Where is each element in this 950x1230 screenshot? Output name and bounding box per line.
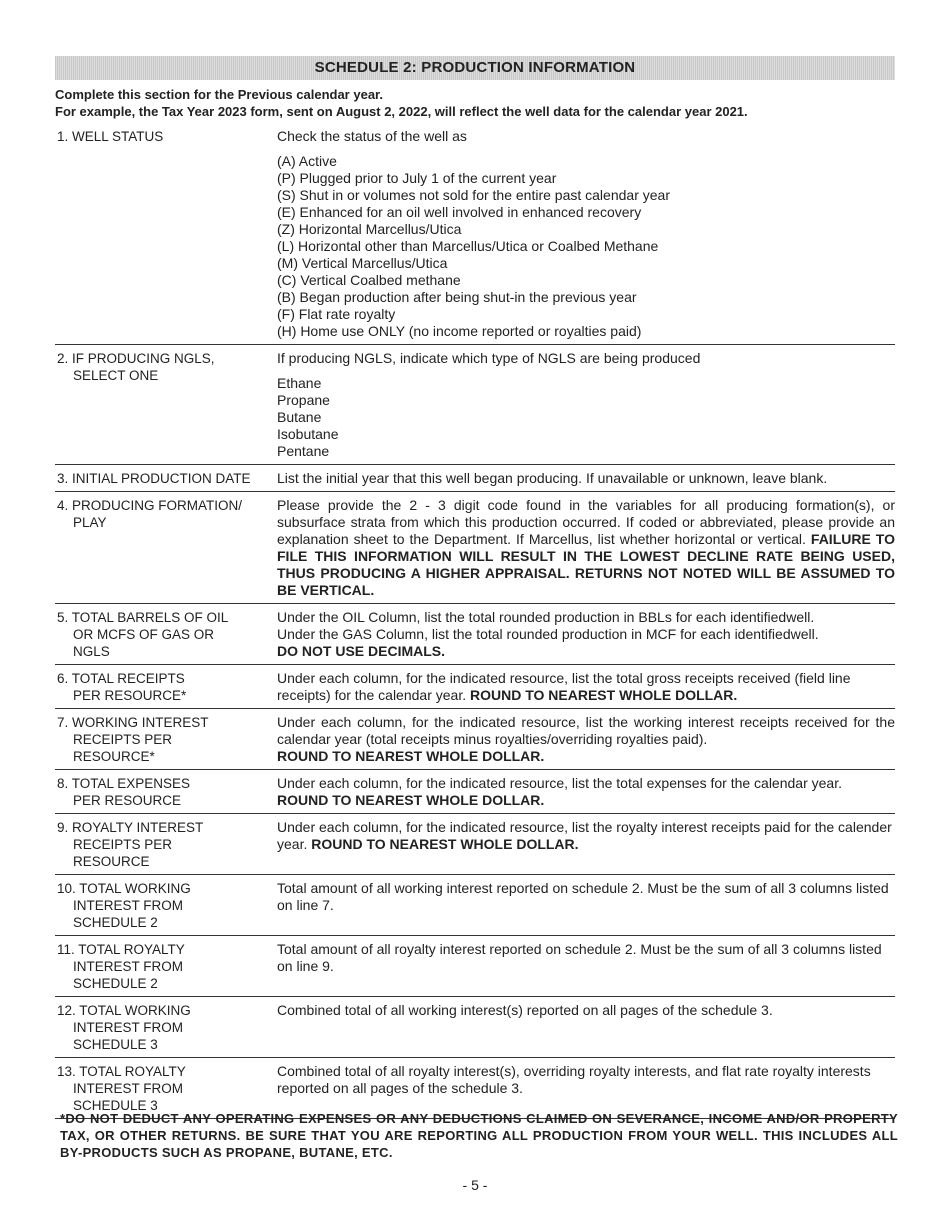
label-line: NGLS — [73, 644, 110, 659]
row-label — [55, 604, 277, 665]
row-label — [55, 936, 277, 997]
row-total-expenses — [55, 770, 895, 814]
list-item: (C) Vertical Coalbed methane — [277, 272, 461, 288]
label-line: RECEIPTS PER — [73, 732, 173, 747]
instructions-table — [55, 128, 895, 1119]
row-description: Total amount of all working interest reported on schedule 2. Must be the sum of all 3 columns listed on line 7. — [277, 875, 895, 936]
list-item: Ethane — [277, 375, 322, 391]
label-line: RESOURCE* — [73, 749, 155, 764]
row-description — [277, 665, 895, 709]
list-item: (H) Home use ONLY (no income reported or royalties paid) — [277, 323, 642, 339]
row-label — [55, 997, 277, 1058]
list-item: (F) Flat rate royalty — [277, 306, 396, 322]
label-line: INTEREST FROM — [73, 1081, 184, 1096]
row-label — [55, 492, 277, 604]
row-description — [277, 604, 895, 665]
expenses-text: Under each column, for the indicated resource, list the total expenses for the calendar year. — [277, 775, 842, 791]
barrels-oil-text: Under the OIL Column, list the total rounded production in BBLs for each identifiedwell. — [277, 609, 815, 625]
label-line: 12. TOTAL WORKING — [57, 1003, 191, 1018]
row-total-barrels — [55, 604, 895, 665]
intro-line-2: For example, the Tax Year 2023 form, sent on August 2, 2022, will reflect the well data for the calendar year 2021. — [55, 104, 748, 119]
ngls-lead: If producing NGLS, indicate which type of NGLS are being produced — [277, 350, 701, 366]
row-total-receipts — [55, 665, 895, 709]
footnote: *DO NOT DEDUCT ANY OPERATING EXPENSES OR ANY DEDUCTIONS CLAIMED ON SEVERANCE, INCOME AND/OR PROPERTY TAX, OR OTHER RETURNS. BE SURE THAT YOU ARE REPORTING ALL PRODUCTION FROM YOUR WELL. THIS INCLUDES ALL BY-PRODUCTS SUCH AS PROPANE, BUTANE, ETC. — [60, 1111, 898, 1160]
label-line: 2. IF PRODUCING NGLS, — [57, 351, 215, 366]
label-line: PER RESOURCE — [73, 793, 182, 808]
row-label: 3. INITIAL PRODUCTION DATE — [55, 465, 277, 492]
row-total-working-schedule-3 — [55, 997, 895, 1058]
working-interest-text: Under each column, for the indicated resource, list the working interest receipts received for the calendar year (total receipts minus royalties/overriding royalties paid). — [277, 714, 895, 747]
row-initial-production-date — [55, 465, 895, 492]
label-line: 4. PRODUCING FORMATION/ — [57, 498, 243, 513]
label-line: OR MCFS OF GAS OR — [73, 627, 215, 642]
formation-text: Please provide the 2 - 3 digit code found in the variables for all producing formation(s), or subsurface strata from which this production occurred. If coded or abbreviated, please provide an explanation sheet to the Department. If Marcellus, list whether horizontal or vertical. — [277, 497, 895, 547]
list-item: Isobutane — [277, 426, 339, 442]
row-label — [55, 875, 277, 936]
row-ngls — [55, 345, 895, 465]
working-interest-warning: ROUND TO NEAREST WHOLE DOLLAR. — [277, 748, 545, 764]
list-item: (S) Shut in or volumes not sold for the entire past calendar year — [277, 187, 670, 203]
ngls-options — [277, 375, 895, 460]
list-item: (P) Plugged prior to July 1 of the current year — [277, 170, 557, 186]
label-line: RECEIPTS PER — [73, 837, 173, 852]
row-royalty-interest — [55, 814, 895, 875]
well-status-options — [277, 153, 895, 340]
label-line: SCHEDULE 2 — [73, 976, 158, 991]
row-description: List the initial year that this well began producing. If unavailable or unknown, leave blank. — [277, 465, 895, 492]
label-line: INTEREST FROM — [73, 1020, 184, 1035]
row-label — [55, 345, 277, 465]
page-number: - 5 - — [462, 1177, 488, 1193]
row-description — [277, 770, 895, 814]
row-well-status — [55, 128, 895, 345]
schedule-title: SCHEDULE 2: PRODUCTION INFORMATION — [55, 56, 895, 80]
row-label — [55, 709, 277, 770]
list-item: (L) Horizontal other than Marcellus/Utica or Coalbed Methane — [277, 238, 659, 254]
row-label — [55, 665, 277, 709]
label-line: 10. TOTAL WORKING — [57, 881, 191, 896]
row-description — [277, 128, 895, 345]
label-line: SCHEDULE 3 — [73, 1098, 158, 1113]
row-description — [277, 345, 895, 465]
list-item: Propane — [277, 392, 330, 408]
row-working-interest — [55, 709, 895, 770]
formation-warning: FAILURE TO FILE THIS INFORMATION WILL RESULT IN THE LOWEST DECLINE RATE BEING USED, THUS PRODUCING A HIGHER APPRAISAL. RETURNS NOT NOTED WILL BE ASSUMED TO BE VERTICAL. — [277, 531, 896, 598]
label-line: 11. TOTAL ROYALTY — [57, 942, 185, 957]
list-item: (A) Active — [277, 153, 337, 169]
label-line: SELECT ONE — [73, 368, 159, 383]
row-producing-formation — [55, 492, 895, 604]
row-label: 1. WELL STATUS — [57, 129, 164, 144]
row-total-working-schedule-2 — [55, 875, 895, 936]
row-description — [277, 492, 895, 604]
row-description — [277, 814, 895, 875]
list-item: Butane — [277, 409, 322, 425]
barrels-gas-text: Under the GAS Column, list the total rounded production in MCF for each identifiedwell. — [277, 626, 819, 642]
label-line: 9. ROYALTY INTEREST — [57, 820, 204, 835]
expenses-warning: ROUND TO NEAREST WHOLE DOLLAR. — [277, 792, 545, 808]
label-line: 5. TOTAL BARRELS OF OIL — [57, 610, 229, 625]
label-line: INTEREST FROM — [73, 959, 184, 974]
list-item: (M) Vertical Marcellus/Utica — [277, 255, 448, 271]
receipts-text: Under each column, for the indicated resource, list the total gross receipts received (field line receipts) for the calendar year. — [277, 670, 851, 703]
barrels-warning: DO NOT USE DECIMALS. — [277, 643, 446, 659]
label-line: 8. TOTAL EXPENSES — [57, 776, 191, 791]
label-line: 7. WORKING INTEREST — [57, 715, 209, 730]
list-item: (Z) Horizontal Marcellus/Utica — [277, 221, 462, 237]
row-label — [55, 814, 277, 875]
row-label — [55, 770, 277, 814]
row-description: Total amount of all royalty interest reported on schedule 2. Must be the sum of all 3 columns listed on line 9. — [277, 936, 895, 997]
list-item: (B) Began production after being shut-in the previous year — [277, 289, 637, 305]
label-line: PER RESOURCE* — [73, 688, 187, 703]
receipts-warning: ROUND TO NEAREST WHOLE DOLLAR. — [470, 687, 738, 703]
royalty-warning: ROUND TO NEAREST WHOLE DOLLAR. — [311, 836, 579, 852]
label-line: 13. TOTAL ROYALTY — [57, 1064, 186, 1079]
intro-line-1: Complete this section for the Previous calendar year. — [55, 87, 383, 102]
list-item: Pentane — [277, 443, 330, 459]
row-total-royalty-schedule-2 — [55, 936, 895, 997]
label-line: PLAY — [73, 515, 107, 530]
label-line: SCHEDULE 3 — [73, 1037, 158, 1052]
label-line: SCHEDULE 2 — [73, 915, 158, 930]
list-item: (E) Enhanced for an oil well involved in enhanced recovery — [277, 204, 642, 220]
row-description — [277, 709, 895, 770]
well-status-lead: Check the status of the well as — [277, 128, 467, 144]
schedule-2-page — [55, 56, 895, 1119]
label-line: 6. TOTAL RECEIPTS — [57, 671, 185, 686]
label-line: INTEREST FROM — [73, 898, 184, 913]
row-description: Combined total of all working interest(s) reported on all pages of the schedule 3. — [277, 997, 895, 1058]
label-line: RESOURCE — [73, 854, 150, 869]
row-description: Combined total of all royalty interest(s), overriding royalty interests, and flat rate royalty interests reported on all pages of the schedule 3. — [277, 1058, 895, 1119]
royalty-text: Under each column, for the indicated resource, list the royalty interest receipts paid for the calender year. — [277, 819, 892, 852]
intro — [55, 86, 895, 120]
